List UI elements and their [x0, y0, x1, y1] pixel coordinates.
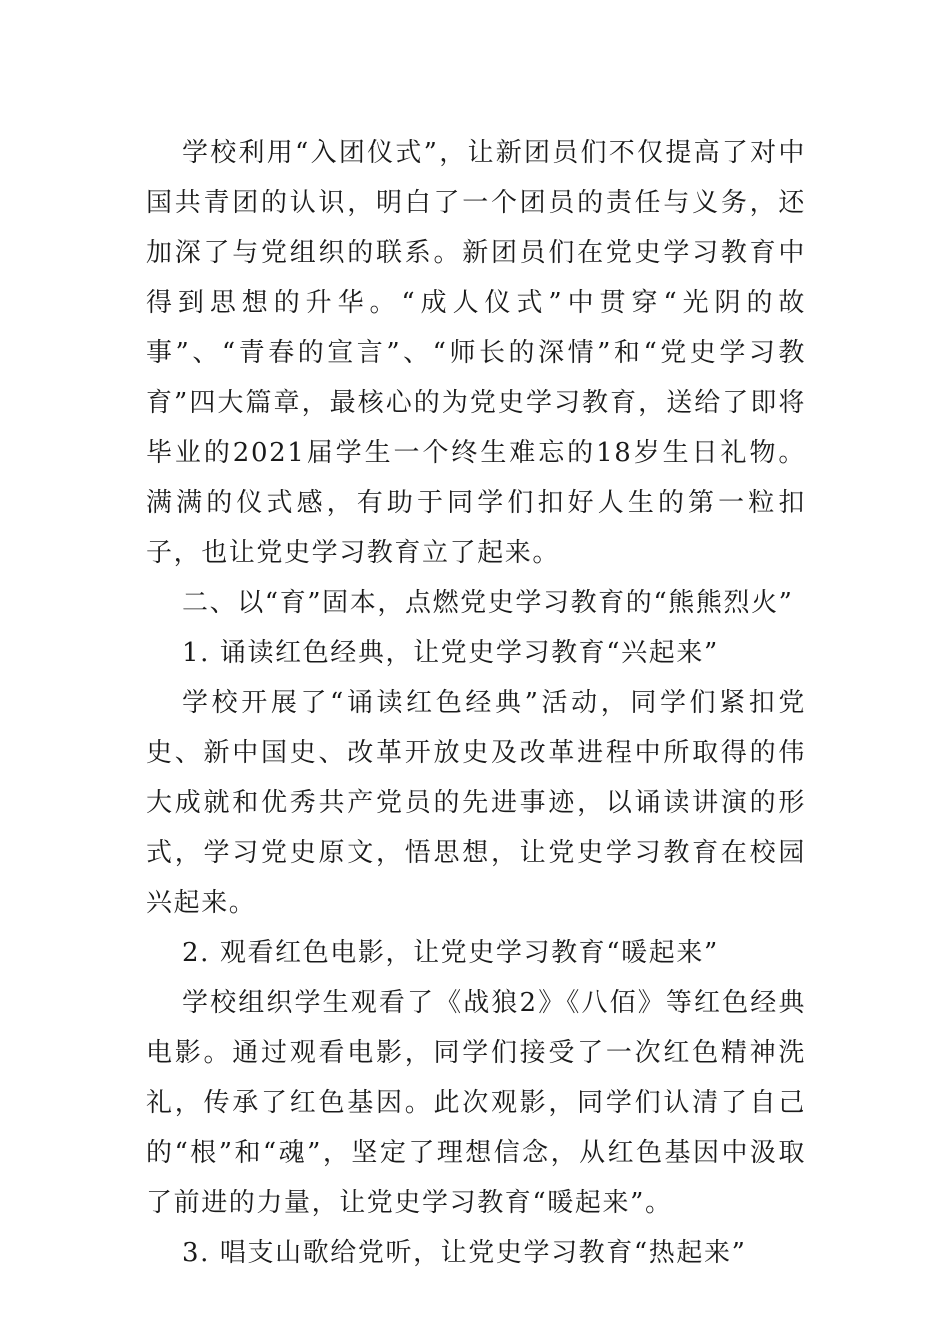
paragraph-recitation: 学校开展了“诵读红色经典”活动，同学们紧扣党史、新中国史、改革开放史及改革进程中所取得的伟大成就和优秀共产党员的先进事迹，以诵读讲演的形式，学习党史原文，悟思想，让党史学习教育在校园兴起来。 [146, 688, 806, 918]
subheading-1: 1. 诵读红色经典，让党史学习教育“兴起来” [182, 638, 719, 668]
paragraph-movies: 学校组织学生观看了《战狼2》《八佰》等红色经典电影。通过观看电影，同学们接受了一次红色精神洗礼，传承了红色基因。此次观影，同学们认清了自己的“根”和“魂”，坚定了理想信念，从红色基因中汲取了前进的力量，让党史学习教育“暖起来”。 [146, 988, 806, 1218]
document-body [146, 128, 806, 1278]
subheading-2: 2. 观看红色电影，让党史学习教育“暖起来” [182, 938, 719, 968]
subheading-3: 3. 唱支山歌给党听，让党史学习教育“热起来” [182, 1238, 747, 1268]
section-heading-2: 二、以“育”固本，点燃党史学习教育的“熊熊烈火” [182, 588, 794, 618]
paragraph-ceremony: 学校利用“入团仪式”，让新团员们不仅提高了对中国共青团的认识，明白了一个团员的责任与义务，还加深了与党组织的联系。新团员们在党史学习教育中得到思想的升华。“成人仪式”中贯穿“光阴的故事”、“青春的宣言”、“师长的深情”和“党史学习教育”四大篇章，最核心的为党史学习教育，送给了即将毕业的2021届学生一个终生难忘的18岁生日礼物。满满的仪式感，有助于同学们扣好人生的第一粒扣子，也让党史学习教育立了起来。 [146, 138, 806, 568]
